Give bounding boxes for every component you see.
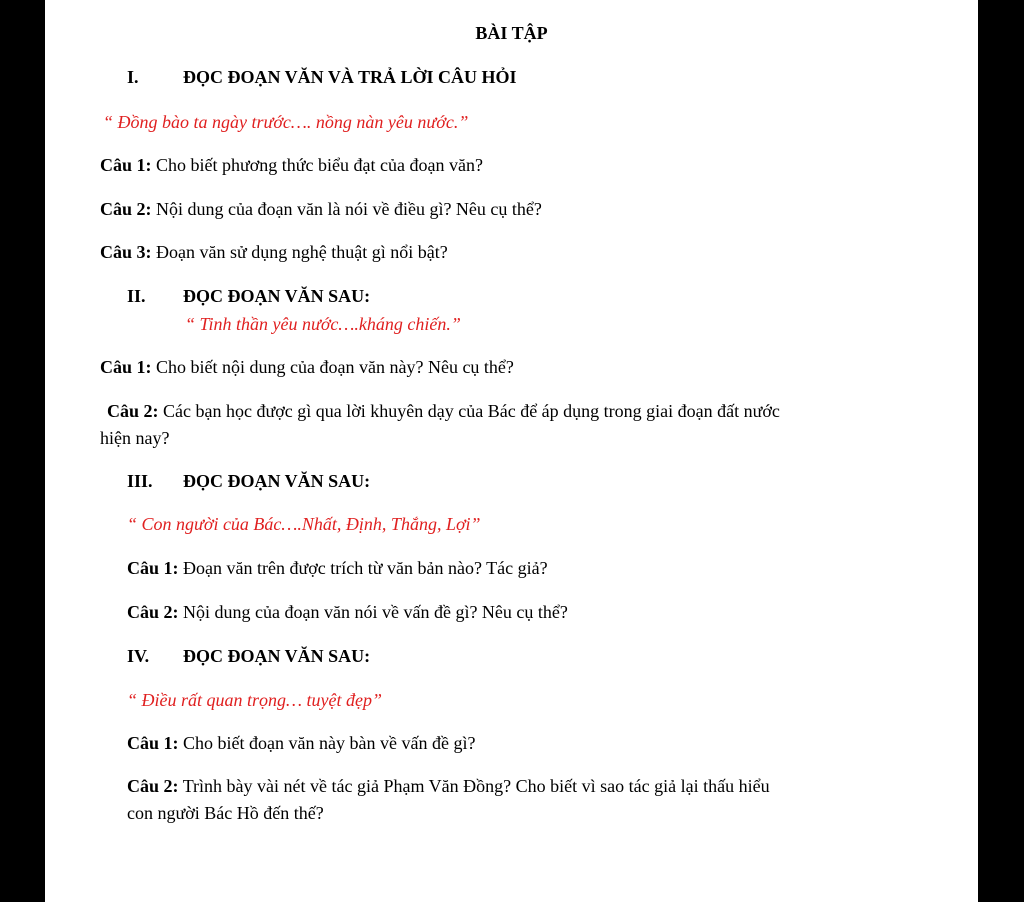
- section-3-quote: “ Con người của Bác….Nhất, Định, Thắng, Lợi”: [127, 514, 481, 534]
- section-2-number: II.: [127, 286, 146, 306]
- section-3-question-1: Câu 1: Đoạn văn trên được trích từ văn bản nào? Tác giả?: [127, 558, 548, 578]
- section-3-title: ĐỌC ĐOẠN VĂN SAU:: [183, 471, 371, 491]
- section-2-question-2: Câu 2: Các bạn học được gì qua lời khuyên dạy của Bác để áp dụng trong giai đoạn đất nước: [107, 401, 780, 421]
- section-2-title: ĐỌC ĐOẠN VĂN SAU:: [183, 286, 371, 306]
- section-1-number: I.: [127, 67, 139, 87]
- section-3-heading: [127, 470, 370, 492]
- section-1-question-2: Câu 2: Nội dung của đoạn văn là nói về điều gì? Nêu cụ thể?: [100, 199, 542, 219]
- section-4-question-1: Câu 1: Cho biết đoạn văn này bàn về vấn đề gì?: [127, 733, 476, 753]
- section-4-quote: “ Điều rất quan trọng… tuyệt đẹp”: [127, 690, 382, 710]
- section-4-number: IV.: [127, 646, 150, 666]
- section-4-heading: [127, 645, 370, 667]
- section-3-question-2: Câu 2: Nội dung của đoạn văn nói về vấn đề gì? Nêu cụ thể?: [127, 602, 568, 622]
- section-1-heading: [127, 66, 517, 88]
- document-page: [45, 0, 978, 902]
- page-title: BÀI TẬP: [475, 23, 548, 43]
- section-1-question-3: Câu 3: Đoạn văn sử dụng nghệ thuật gì nổi bật?: [100, 242, 448, 262]
- section-2-question-1: Câu 1: Cho biết nội dung của đoạn văn này? Nêu cụ thể?: [100, 357, 514, 377]
- section-2-question-2-cont: hiện nay?: [100, 428, 170, 448]
- section-2-heading: [127, 285, 370, 307]
- section-3-number: III.: [127, 471, 153, 491]
- section-4-question-2-cont: con người Bác Hồ đến thế?: [127, 803, 324, 823]
- section-2-quote: “ Tinh thần yêu nước….kháng chiến.”: [185, 314, 461, 334]
- section-1-quote: “ Đồng bào ta ngày trước…. nồng nàn yêu nước.”: [103, 112, 469, 132]
- section-4-question-2: Câu 2: Trình bày vài nét về tác giả Phạm Văn Đồng? Cho biết vì sao tác giả lại thấu hiểu: [127, 776, 770, 796]
- section-1-title: ĐỌC ĐOẠN VĂN VÀ TRẢ LỜI CÂU HỎI: [183, 67, 517, 87]
- section-4-title: ĐỌC ĐOẠN VĂN SAU:: [183, 646, 371, 666]
- section-1-question-1: Câu 1: Cho biết phương thức biểu đạt của đoạn văn?: [100, 155, 483, 175]
